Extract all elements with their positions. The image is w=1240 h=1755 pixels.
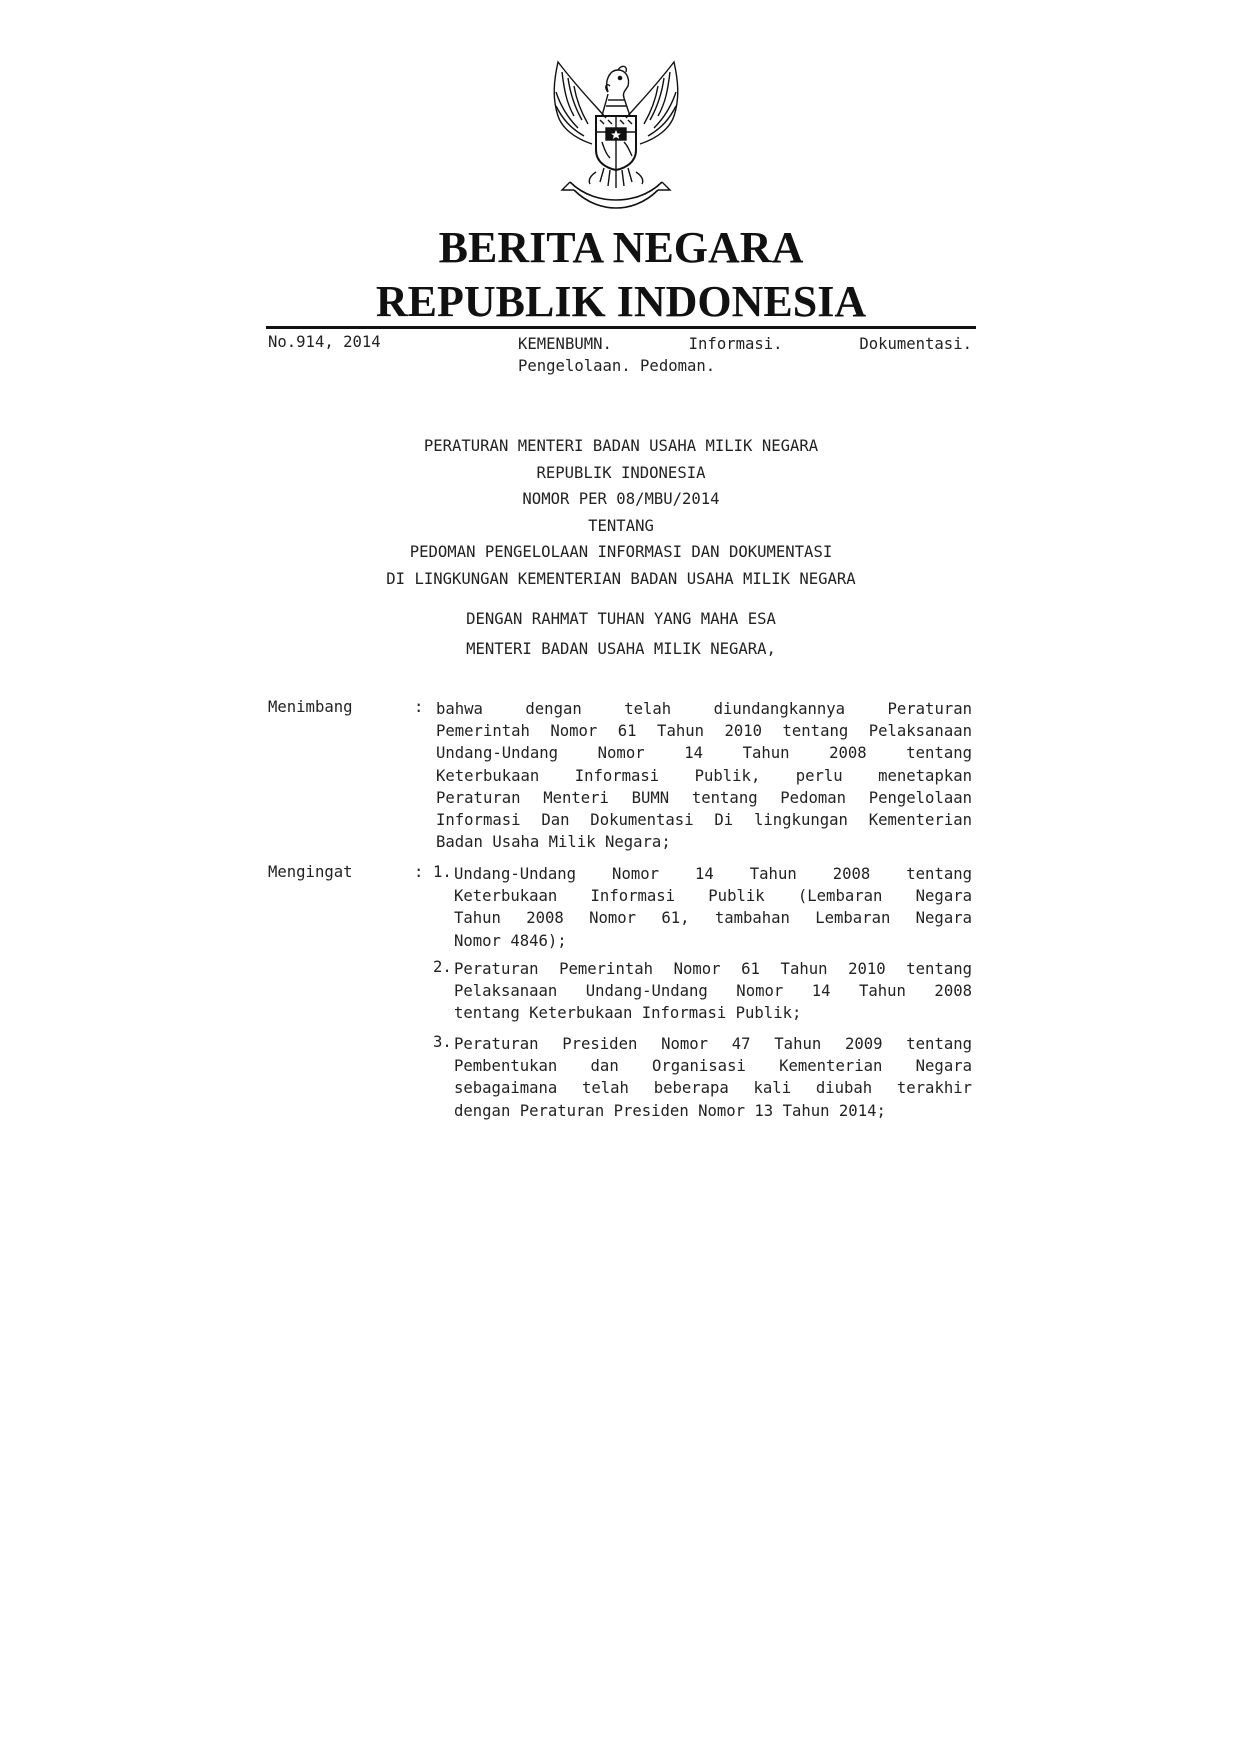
list-item-number: 3.	[433, 1033, 452, 1051]
text-line: Tahun 2008 Nomor 61, tambahan Lembaran Negara	[454, 909, 972, 928]
menimbang-text	[436, 698, 972, 853]
masthead-divider	[266, 326, 976, 329]
text-line: Undang-Undang Nomor 14 Tahun 2008 tentang	[454, 865, 972, 883]
preamble-line: DENGAN RAHMAT TUHAN YANG MAHA ESA	[466, 610, 776, 628]
text-line: Pelaksanaan Undang-Undang Nomor 14 Tahun 2008	[454, 982, 972, 1001]
text-line: sebagaimana telah beberapa kali diubah terakhir	[454, 1079, 972, 1098]
title-line: REPUBLIK INDONESIA	[536, 463, 706, 482]
garuda-emblem-icon	[548, 58, 684, 210]
title-line: NOMOR PER 08/MBU/2014	[522, 490, 720, 508]
title-line: PERATURAN MENTERI BADAN USAHA MILIK NEGARA	[423, 437, 819, 455]
text-line: Nomor 4846);	[454, 931, 567, 950]
title-line: DI LINGKUNGAN KEMENTERIAN BADAN USAHA MILIK NEGARA	[386, 569, 856, 588]
menimbang-label: Menimbang	[268, 698, 353, 716]
gazette-keywords	[518, 333, 972, 377]
text-line: Peraturan Menteri BUMN tentang Pedoman Pengelolaan	[436, 788, 972, 807]
gazette-number: No.914, 2014	[268, 333, 381, 351]
list-item-number: 1.	[433, 863, 452, 881]
text-line: Peraturan Presiden Nomor 47 Tahun 2009 tentang	[454, 1035, 972, 1053]
text-line: tentang Keterbukaan Informasi Publik;	[454, 1004, 802, 1023]
text-line: Peraturan Pemerintah Nomor 61 Tahun 2010 tentang	[454, 960, 972, 978]
list-item	[454, 1033, 972, 1122]
mengingat-colon: :	[414, 863, 424, 881]
text-line: Badan Usaha Milik Negara;	[436, 833, 671, 852]
keywords-line-2: Pengelolaan. Pedoman.	[518, 357, 716, 375]
text-line: Keterbukaan Informasi Publik (Lembaran Negara	[454, 887, 972, 906]
list-item-number: 2.	[433, 958, 452, 976]
regulation-title	[266, 433, 976, 592]
keyword: KEMENBUMN.	[518, 335, 612, 353]
text-line: bahwa dengan telah diundangkannya Peraturan	[436, 700, 972, 718]
mengingat-label: Mengingat	[268, 863, 353, 881]
text-line: Pemerintah Nomor 61 Tahun 2010 tentang Pelaksanaan	[436, 722, 972, 741]
masthead-title: BERITA NEGARA	[438, 223, 804, 272]
text-line: Informasi Dan Dokumentasi Di lingkungan Kementerian	[436, 811, 972, 830]
keyword: Informasi.	[688, 335, 783, 353]
preamble-line: MENTERI BADAN USAHA MILIK NEGARA,	[466, 640, 776, 658]
text-line: dengan Peraturan Presiden Nomor 13 Tahun 2014;	[454, 1101, 886, 1120]
text-line: Undang-Undang Nomor 14 Tahun 2008 tentang	[436, 744, 972, 763]
title-line: TENTANG	[588, 516, 654, 535]
masthead-subtitle: REPUBLIK INDONESIA	[375, 277, 867, 326]
list-item	[454, 863, 972, 952]
list-item	[454, 958, 972, 1025]
text-line: Pembentukan dan Organisasi Kementerian Negara	[454, 1057, 972, 1076]
title-line: PEDOMAN PENGELOLAAN INFORMASI DAN DOKUMENTASI	[409, 543, 833, 561]
preamble	[266, 604, 976, 664]
text-line: Keterbukaan Informasi Publik, perlu menetapkan	[436, 766, 972, 785]
keyword: Dokumentasi.	[859, 335, 972, 353]
menimbang-colon: :	[414, 698, 424, 716]
